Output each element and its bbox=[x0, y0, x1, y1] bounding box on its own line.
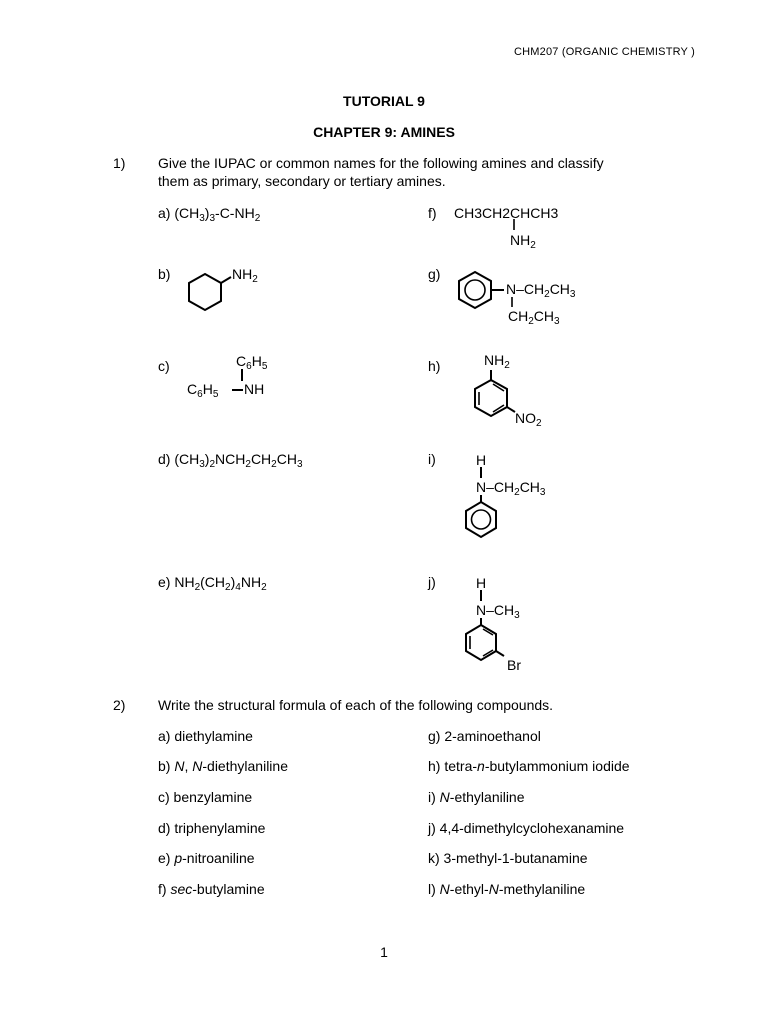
q1-i-h: H bbox=[476, 452, 487, 468]
q1-c-left: $C_6H_5$ bbox=[187, 381, 219, 400]
cyclohexane-ring bbox=[185, 270, 235, 318]
h-sub-bond bbox=[507, 407, 515, 412]
q2-item-h: h) tetra-n-butylammonium iodide bbox=[428, 758, 630, 774]
q2-item-b: b) N, N-diethylaniline bbox=[158, 758, 288, 774]
q2-item-f: f) sec-butylamine bbox=[158, 881, 265, 897]
page-number: 1 bbox=[380, 944, 388, 960]
q1-e-label: e) bbox=[158, 574, 171, 590]
q1-a-formula: $(CH_3)_3-C-NH_2$ bbox=[174, 205, 261, 224]
q1-f-sub: $NH_2$ bbox=[510, 232, 536, 251]
q1-h-label: h) bbox=[428, 358, 441, 374]
q1-g-down: $CH_2CH_3$ bbox=[508, 308, 560, 327]
q1-c-label: c) bbox=[158, 358, 170, 374]
i-benzene-ring bbox=[462, 494, 502, 544]
tutorial-title: TUTORIAL 9 bbox=[343, 93, 425, 109]
q2-item-a: a) diethylamine bbox=[158, 728, 253, 744]
chapter-title: CHAPTER 9: AMINES bbox=[313, 124, 455, 140]
q1-h-top: $NH_2$ bbox=[484, 352, 510, 371]
question-1-prompt-line1: Give the IUPAC or common names for the following amines and classify bbox=[158, 155, 604, 171]
q1-i-label: i) bbox=[428, 451, 436, 467]
q2-item-k: k) 3-methyl-1-butanamine bbox=[428, 850, 588, 866]
course-header: CHM207 (ORGANIC CHEMISTRY ) bbox=[514, 46, 696, 58]
g-aromatic-circle bbox=[465, 280, 485, 300]
q1-j-sub: Br bbox=[507, 657, 521, 673]
q2-item-j: j) 4,4-dimethylcyclohexanamine bbox=[428, 820, 625, 836]
q1-f-formula: CH3CH2CHCH3 bbox=[454, 205, 559, 221]
question-2-number: 2) bbox=[113, 697, 126, 713]
question-1-number: 1) bbox=[113, 155, 126, 171]
i-nh-bond bbox=[476, 466, 490, 480]
q1-g-right: $N-CH_2CH_3$ bbox=[506, 281, 576, 300]
q2-item-c: c) benzylamine bbox=[158, 789, 253, 805]
q1-b-label: b) bbox=[158, 266, 171, 282]
j-sub-bond bbox=[496, 651, 504, 656]
q1-i-n: $N-CH_2CH_3$ bbox=[476, 479, 546, 498]
q1-e-formula: $NH_2(CH_2)_4NH_2$ bbox=[174, 574, 267, 593]
q1-d-formula: $(CH_3)_2NCH_2CH_2CH_3$ bbox=[174, 451, 303, 470]
q1-j-h: H bbox=[476, 575, 487, 591]
q1-g-label: g) bbox=[428, 266, 441, 282]
j-nh-bond bbox=[476, 589, 490, 603]
q2-item-g: g) 2-aminoethanol bbox=[428, 728, 541, 744]
q1-d-item bbox=[158, 451, 303, 470]
q1-b-sub: $NH_2$ bbox=[232, 266, 258, 285]
q1-c-top: $C_6H_5$ bbox=[236, 353, 268, 372]
q1-e-item bbox=[158, 574, 267, 593]
question-1-prompt-line2: them as primary, secondary or tertiary amines. bbox=[158, 173, 446, 189]
q1-f-bond bbox=[505, 218, 525, 232]
q1-c-nh: NH bbox=[244, 381, 265, 397]
q2-item-i: i) N-ethylaniline bbox=[428, 789, 525, 805]
i-hexagon bbox=[466, 502, 496, 537]
g-hexagon bbox=[459, 272, 491, 308]
q1-h-sub: $NO_2$ bbox=[515, 410, 542, 429]
q2-item-d: d) triphenylamine bbox=[158, 820, 266, 836]
q1-a-item bbox=[158, 205, 261, 224]
cyclohexane-hexagon bbox=[189, 274, 221, 310]
q2-item-l: l) N-ethyl-N-methylaniline bbox=[428, 881, 586, 897]
q1-j-n: $N-CH_3$ bbox=[476, 602, 520, 621]
q1-f-label: f) bbox=[428, 205, 437, 221]
q2-item-e: e) p-nitroaniline bbox=[158, 850, 255, 866]
q1-a-label: a) bbox=[158, 205, 171, 221]
question-2-prompt: Write the structural formula of each of the following compounds. bbox=[158, 697, 554, 713]
b-bond bbox=[221, 277, 231, 283]
q1-j-label: j) bbox=[428, 574, 436, 590]
i-aromatic-circle bbox=[472, 510, 491, 529]
q1-d-label: d) bbox=[158, 451, 171, 467]
